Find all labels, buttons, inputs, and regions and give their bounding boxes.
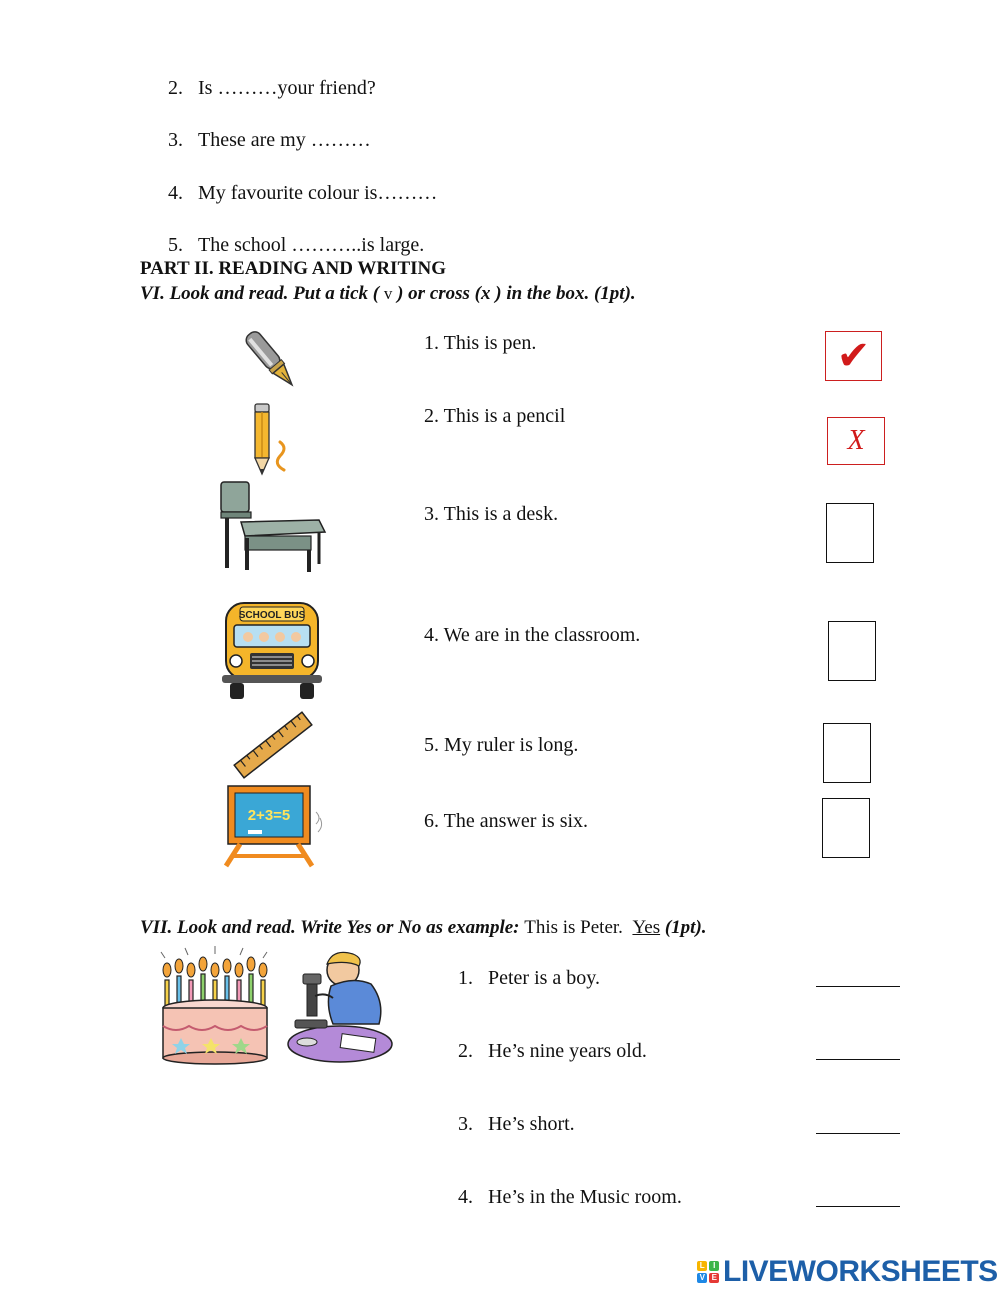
answer-box-2[interactable] (827, 417, 885, 465)
chalkboard-icon (220, 782, 326, 870)
section6-item-2: 2. This is a pencil (424, 405, 566, 427)
logo-tile-e: E (709, 1273, 719, 1283)
section7-item-4: 4. He’s in the Music room. (458, 1186, 682, 1208)
part1-item-4: 4. My favourite colour is……… (168, 182, 438, 204)
part1-item-5: 5. The school ………..is large. (168, 234, 425, 256)
ruler-icon (232, 708, 314, 782)
section6-item-5: 5. My ruler is long. (424, 734, 579, 756)
school-desk-icon (215, 476, 329, 574)
board-equation: 2+3=5 (247, 807, 291, 824)
section6-item-1: 1. This is pen. (424, 332, 537, 354)
part1-item-2: 2. Is ………your friend? (168, 77, 376, 99)
section6-instruction: VI. Look and read. Put a tick ( v ) or cross (x ) in the box. (1pt). (140, 283, 636, 304)
section7-item-1: 1. Peter is a boy. (458, 967, 601, 989)
answer-box-6[interactable] (822, 798, 870, 858)
liveworksheets-logo[interactable] (697, 1252, 998, 1292)
logo-grid-icon (697, 1261, 719, 1283)
section6-item-4: 4. We are in the classroom. (424, 624, 641, 646)
logo-tile-l: L (697, 1261, 707, 1271)
logo-tile-v: V (697, 1273, 707, 1283)
example-answer: Yes (632, 917, 661, 938)
fountain-pen-icon (236, 328, 308, 394)
cross-mark-icon: X (847, 425, 865, 456)
answer-line-1[interactable] (816, 986, 900, 987)
answer-line-4[interactable] (816, 1206, 900, 1207)
birthday-cake-icon (155, 940, 277, 1066)
logo-text: LIVEWORKSHEETS (723, 1255, 998, 1288)
logo-tile-i: I (709, 1261, 719, 1271)
answer-box-4[interactable] (828, 621, 876, 681)
pencil-icon (247, 402, 297, 478)
answer-box-5[interactable] (823, 723, 871, 783)
section7-item-3: 3. He’s short. (458, 1113, 575, 1135)
answer-box-1[interactable] (825, 331, 882, 381)
answer-box-3[interactable] (826, 503, 874, 563)
bus-label: SCHOOL BUS (238, 610, 306, 621)
section7-instruction: VII. Look and read. Write Yes or No as example: This is Peter. Yes (1pt). (140, 917, 707, 938)
boy-microscope-icon (285, 944, 395, 1066)
answer-line-2[interactable] (816, 1059, 900, 1060)
part1-item-3: 3. These are my ……… (168, 129, 371, 151)
school-bus-icon (218, 597, 326, 701)
section6-item-6: 6. The answer is six. (424, 810, 589, 832)
part-title: PART II. READING AND WRITING (140, 258, 447, 279)
section7-item-2: 2. He’s nine years old. (458, 1040, 647, 1062)
answer-line-3[interactable] (816, 1133, 900, 1134)
section6-item-3: 3. This is a desk. (424, 503, 559, 525)
check-mark-icon: ✔ (836, 333, 871, 379)
